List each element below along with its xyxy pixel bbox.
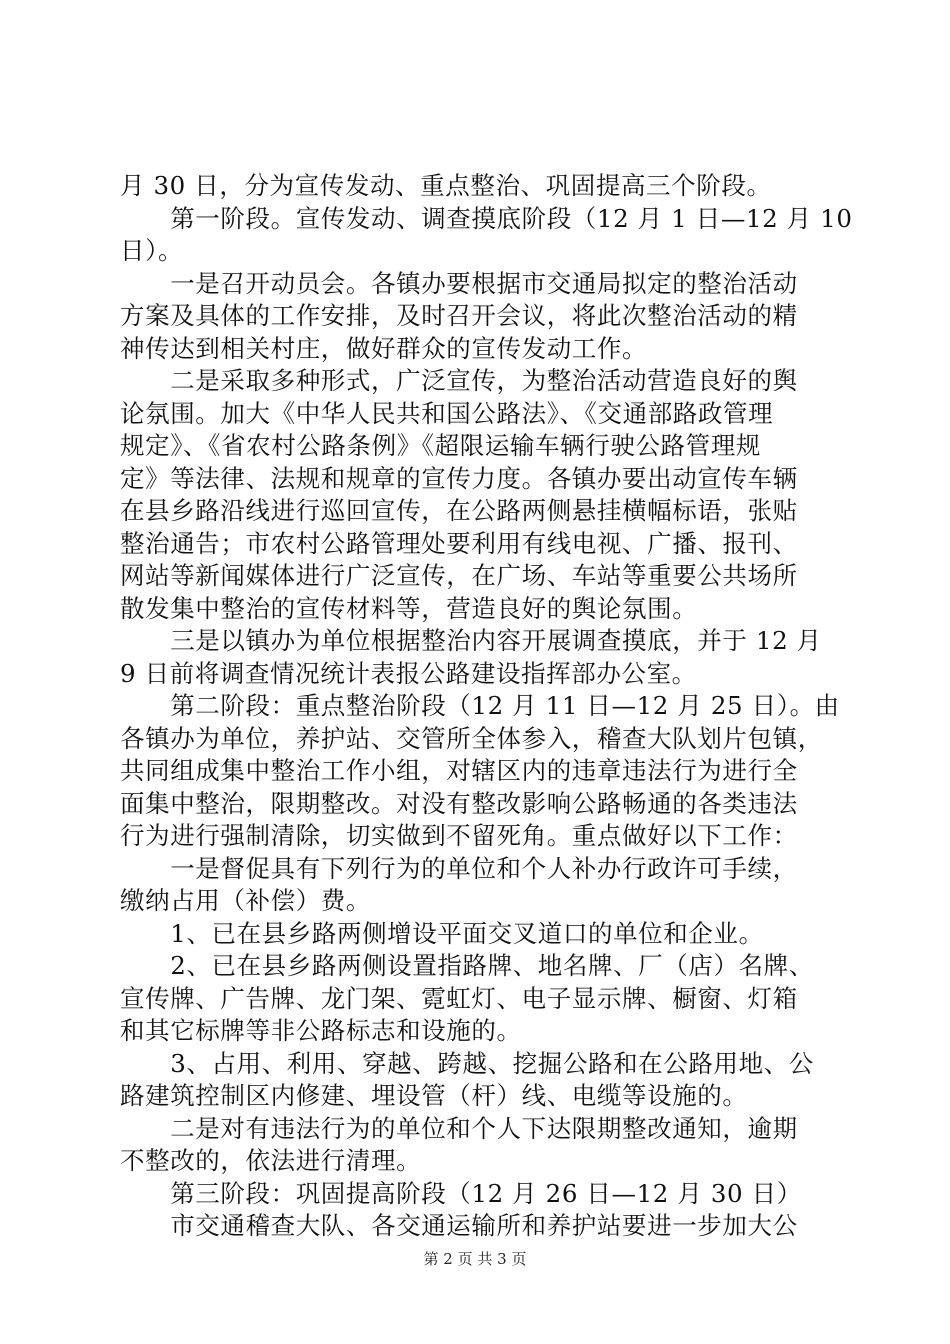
text-line: 3、占用、利用、穿越、跨越、挖掘公路和在公路用地、公 xyxy=(120,1048,814,1078)
text-line: 整治通告；市农村公路管理处要利用有线电视、广播、报刊、 xyxy=(120,528,798,558)
page-number-label: 第 2 页 共 3 页 xyxy=(423,1250,527,1268)
text-line: 第三阶段：巩固提高阶段（12 月 26 日—12 月 30 日） xyxy=(120,1178,802,1208)
text-line: 二是对有违法行为的单位和个人下达限期整改通知，逾期 xyxy=(120,1113,798,1143)
text-line: 各镇办为单位，养护站、交管所全体参入，稽查大队划片包镇， xyxy=(120,723,823,753)
text-line: 月 30 日，分为宣传发动、重点整治、巩固提高三个阶段。 xyxy=(120,171,772,200)
text-line: 面集中整治，限期整改。对没有整改影响公路畅通的各类违法 xyxy=(120,788,798,818)
text-line: 行为进行强制清除，切实做到不留死角。重点做好以下工作： xyxy=(120,821,798,850)
text-line: 缴纳占用（补偿）费。 xyxy=(120,886,371,915)
text-line: 第一阶段。宣传发动、调查摸底阶段（12 月 1 日—12 月 10 xyxy=(120,203,853,233)
text-line: 方案及具体的工作安排，及时召开会议，将此次整治活动的精 xyxy=(120,301,798,330)
text-line: 规定》、《省农村公路条例》《超限运输车辆行驶公路管理规 xyxy=(120,431,761,460)
text-line: 论氛围。加大《中华人民共和国公路法》、《交通部路政管理 xyxy=(120,398,774,428)
text-line: 散发集中整治的宣传材料等，营造良好的舆论氛围。 xyxy=(120,593,698,623)
text-line: 9 日前将调查情况统计表报公路建设指挥部办公室。 xyxy=(120,658,697,688)
text-line: 神传达到相关村庄，做好群众的宣传发动工作。 xyxy=(120,333,648,363)
text-line: 二是采取多种形式，广泛宣传，为整治活动营造良好的舆 xyxy=(120,366,798,395)
text-line: 在县乡路沿线进行巡回宣传，在公路两侧悬挂横幅标语，张贴 xyxy=(120,496,798,525)
text-line: 共同组成集中整治工作小组，对辖区内的违章违法行为进行全 xyxy=(120,756,798,785)
text-line: 网站等新闻媒体进行广泛宣传，在广场、车站等重要公共场所 xyxy=(120,561,798,590)
text-line: 不整改的，依法进行清理。 xyxy=(120,1146,422,1175)
text-line: 宣传牌、广告牌、龙门架、霓虹灯、电子显示牌、橱窗、灯箱 xyxy=(120,983,798,1013)
text-line: 一是督促具有下列行为的单位和个人补办行政许可手续， xyxy=(120,853,798,883)
text-line: 和其它标牌等非公路标志和设施的。 xyxy=(120,1016,522,1045)
text-line: 市交通稽查大队、各交通运输所和养护站要进一步加大公 xyxy=(120,1211,798,1240)
text-line: 定》等法律、法规和规章的宣传力度。各镇办要出动宣传车辆 xyxy=(120,463,798,493)
text-line: 日）。 xyxy=(120,236,184,265)
text-line: 第二阶段：重点整治阶段（12 月 11 日—12 月 25 日）。由 xyxy=(120,691,840,720)
text-line: 一是召开动员会。各镇办要根据市交通局拟定的整治活动 xyxy=(120,268,798,298)
page-footer xyxy=(0,1248,950,1269)
text-line: 2、已在县乡路两侧设置指路牌、地名牌、厂（店）名牌、 xyxy=(120,951,814,980)
text-line: 1、已在县乡路两侧增设平面交叉道口的单位和企业。 xyxy=(120,918,764,948)
document-body xyxy=(120,170,853,1243)
text-line: 三是以镇办为单位根据整治内容开展调查摸底，并于 12 月 xyxy=(120,626,822,655)
text-line: 路建筑控制区内修建、埋设管（杆）线、电缆等设施的。 xyxy=(120,1081,748,1110)
